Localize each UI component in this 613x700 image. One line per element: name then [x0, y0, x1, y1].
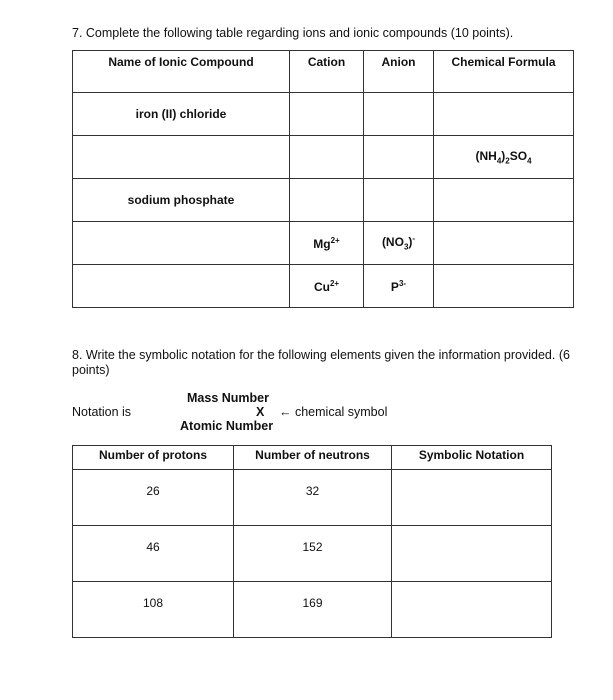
header-symbolic-notation: Symbolic Notation: [392, 446, 552, 470]
element-symbol-placeholder: X: [256, 405, 265, 419]
notation-answer-cell[interactable]: [392, 470, 552, 526]
table-row: [73, 93, 574, 136]
cation-cell[interactable]: [290, 136, 364, 179]
formula-cell[interactable]: [434, 93, 574, 136]
formula-cell: $(NH_4)_2SO_4$: [434, 136, 574, 179]
anion-cell[interactable]: [364, 93, 434, 136]
table-header-row: [73, 51, 574, 93]
table-row: [73, 222, 574, 265]
table-row: [73, 179, 574, 222]
notation-answer-cell[interactable]: [392, 526, 552, 582]
table-header-row: [73, 446, 552, 470]
notation-label: Notation is: [72, 405, 132, 419]
compound-name-cell: sodium phosphate: [73, 179, 290, 222]
header-name: Name of Ionic Compound: [73, 51, 290, 93]
anion-cell[interactable]: [364, 136, 434, 179]
cation-cell[interactable]: [290, 179, 364, 222]
formula-cell[interactable]: [434, 265, 574, 308]
cation-cell: $Cu^{2+}$: [290, 265, 364, 308]
cation-cell: $Mg^{2+}$: [290, 222, 364, 265]
atomic-number-label: Atomic Number: [180, 419, 274, 433]
chemical-symbol-note: ← chemical symbol: [279, 405, 388, 419]
anion-cell: $(NO_3)^-$: [364, 222, 434, 265]
compound-name-cell: iron (II) chloride: [73, 93, 290, 136]
protons-cell: 26: [73, 470, 234, 526]
notation-answer-cell[interactable]: [392, 582, 552, 638]
table-row: [73, 582, 552, 638]
mass-number-label: Mass Number: [187, 391, 269, 405]
header-protons: Number of protons: [73, 446, 234, 470]
symbolic-notation-table: [72, 445, 552, 638]
compound-name-cell[interactable]: [73, 222, 290, 265]
question-7-title: 7. Complete the following table regarding ions and ionic compounds (10 points).: [72, 26, 514, 40]
cation-cell[interactable]: [290, 93, 364, 136]
header-cation: Cation: [290, 51, 364, 93]
question-8-title: 8. Write the symbolic notation for the following elements given the information provided. (6 points): [72, 348, 570, 377]
compound-name-cell[interactable]: [73, 136, 290, 179]
formula-cell[interactable]: [434, 222, 574, 265]
protons-cell: 46: [73, 526, 234, 582]
anion-cell: $P^{3-}$: [364, 265, 434, 308]
neutrons-cell: 32: [234, 470, 392, 526]
neutrons-cell: 152: [234, 526, 392, 582]
header-neutrons: Number of neutrons: [234, 446, 392, 470]
header-formula: Chemical Formula: [434, 51, 574, 93]
protons-cell: 108: [73, 582, 234, 638]
compound-name-cell[interactable]: [73, 265, 290, 308]
ionic-compounds-table: [72, 50, 574, 308]
table-row: [73, 265, 574, 308]
header-anion: Anion: [364, 51, 434, 93]
formula-cell[interactable]: [434, 179, 574, 222]
table-row: [73, 470, 552, 526]
anion-cell[interactable]: [364, 179, 434, 222]
neutrons-cell: 169: [234, 582, 392, 638]
table-row: [73, 136, 574, 179]
table-row: [73, 526, 552, 582]
